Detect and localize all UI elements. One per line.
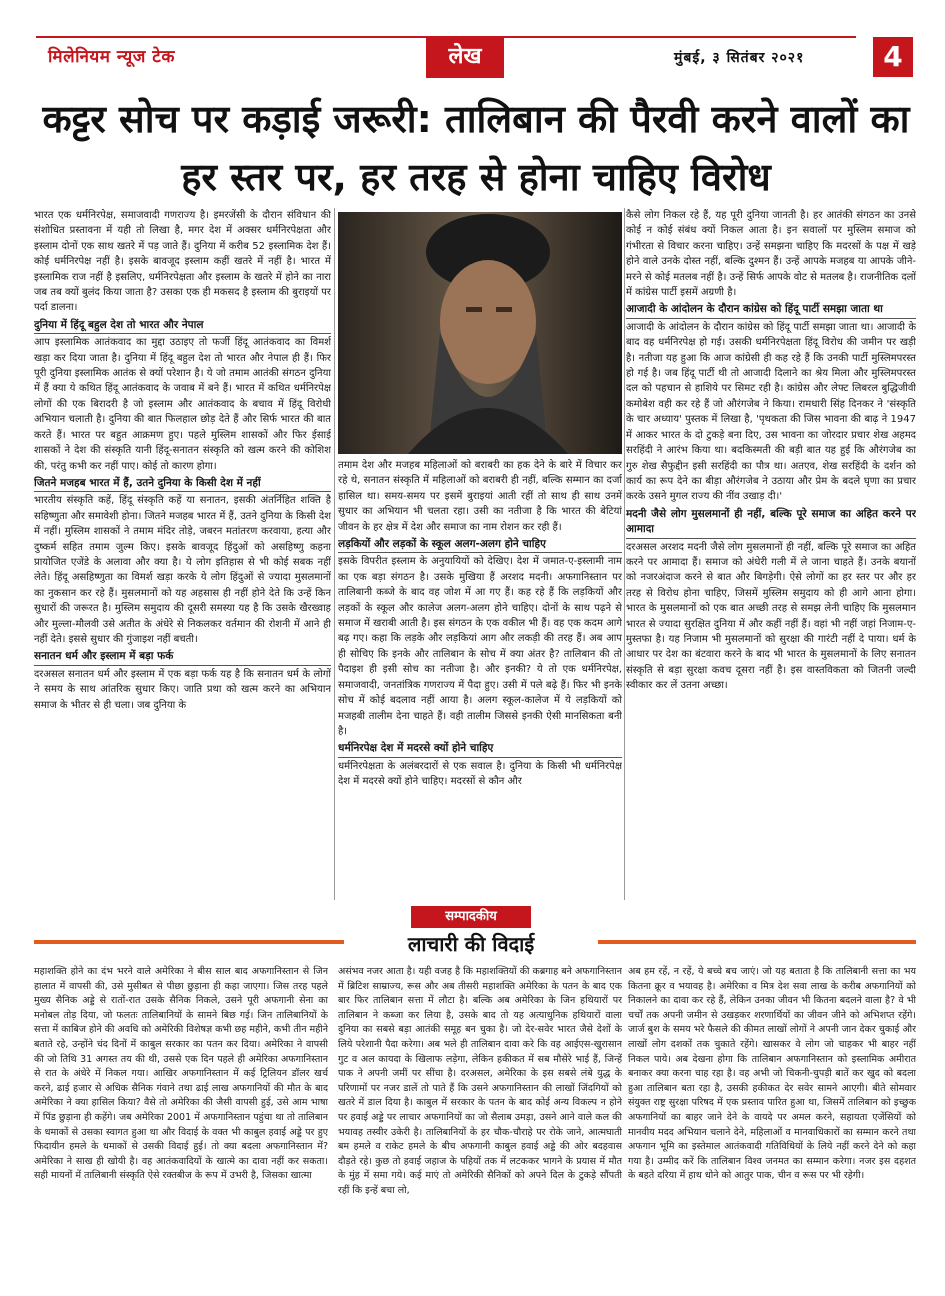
article-column-2 [338, 458, 622, 900]
paragraph: आप इस्लामिक आतंकवाद का मुद्दा उठाइए तो फर्जी हिंदू आतंकवाद का विमर्श खड़ा कर दिया जाता है। दुनिया में हिंदू बहुल देश तो भारत और नेपाल ही हैं। फिर पूरी दुनिया इस्लामिक आतंक से क्यों परेशान है। ये जो तमाम आतंकी संगठन दुनिया में हैं क्या ये कथित हिंदू आतंकवाद के जवाब में बने हैं। भारत में कथित धर्मनिरपेक्ष लोगों की एक बिरादरी है जो इस्लाम और आतंकवाद के बचाव में हिंदू विरोधी अभियान चलाती है। दुनिया की बात फिलहाल छोड़ देते हैं और सिर्फ भारत की बात करते हैं। भारत पर बहुत आक्रमण हुए। पहले मुस्लिम शासकों और फिर ईसाई शासकों ने देश की संस्कृति यानी हिंदू-सनातन संस्कृति को खत्म करने की कोशिश की, परंतु कभी कर नहीं पाए। कोई तो कारण होगा। [34, 337, 331, 472]
subheading: मदनी जैसे लोग मुसलमानों ही नहीं, बल्कि पूरे समाज का अहित करने पर आमादा [626, 507, 916, 539]
subheading: आजादी के आंदोलन के दौरान कांग्रेस को हिंदू पार्टी समझा जाता था [626, 302, 916, 318]
paragraph: दरअसल सनातन धर्म और इस्लाम में एक बड़ा फर्क यह है कि सनातन धर्म के लोगों ने समय के साथ आंतरिक सुधार किए। जाति प्रथा को खत्म करने का अभियान समाज के भीतर से ही चला। जब दुनिया के [34, 668, 331, 711]
page-header [0, 0, 945, 86]
paragraph: कैसे लोग निकल रहे हैं, यह पूरी दुनिया जानती है। हर आतंकी संगठन का उनसे कोई न कोई संबंध क्यों निकल आता है। इन सवालों पर मुस्लिम समाज को गंभीरता से विचार करना चाहिए। उन्हें समझना चाहिए कि मदरसों के पक्ष में खड़े होने वाले उनके दोस्त नहीं, बल्कि दुश्मन हैं। उन्हें आपके मजहब या आपके जीने-मरने से कोई मतलब नहीं है। उन्हें सिर्फ आपके वोट से मतलब है। राजनीतिक दलों में कांग्रेस पार्टी इसमें अग्रणी है। [626, 210, 916, 299]
subheading: सनातन धर्म और इस्लाम में बड़ा फर्क [34, 649, 331, 665]
page-number: 4 [873, 37, 913, 77]
paragraph: इसके विपरीत इस्लाम के अनुयायियों को देखिए। देश में जमात-ए-इस्लामी नाम का एक बड़ा संगठन है। उसके मुखिया हैं अरशद मदनी। अफगानिस्तान पर तालिबानी कब्जे के बाद वह जोश में आ गए हैं। कह रहे हैं कि लड़कियों और लड़कों के स्कूल और कालेज अलग-अलग होने चाहिए। दोनों के साथ पढ़ने से समाज में खराबी आती है। इस संगठन के एक वकील भी हैं। वह एक कदम आगे बढ़ गए। कहा कि लड़के और लड़कियां आग और लकड़ी की तरह हैं। अब आप ही सोचिए कि इनके और तालिबान के सोच में क्या अंतर है? तालिबान की तो पैदाइश ही इसी सोच का नतीजा है। और इनकी? ये तो एक धर्मनिरपेक्ष, समाजवादी, जनतांत्रिक गणराज्य में पैदा हुए। उसी में पले बढ़े हैं। फिर भी इनके सोच में कोई बदलाव नहीं आया है। अलग स्कूल-कालेज में ये लड़कियों को मजहबी तालीम देना चाहते हैं। वही तालीम जिससे इनकी ऐसी मानसिकता बनी है। [338, 556, 622, 737]
paragraph: असंभव नजर आता है। यही वजह है कि महाशक्तियों की कब्रगाह बने अफगानिस्तान में ब्रिटिश साम्राज्य, रूस और अब तीसरी महाशक्ति अमेरिका के पतन के बाद एक बार फिर तालिबान सत्ता में लौटा है। बल्कि अब अमेरिका के जिन हथियारों पर तालिबान ने कब्जा कर लिया है, उसके बाद तो यह अत्याधुनिक हथियारों वाला दुनिया का सबसे बड़ा आतंकी समूह बन चुका है। जो देर-सवेर भारत जैसे देशों के लिये परेशानी पैदा करेगा। अब भले ही तालिबान दावा करे कि वह आईएस-खुरासान गुट व अल कायदा के खिलाफ लड़ेगा, लेकिन हकीकत में सब मौसेरे भाई हैं, जिन्हें पाक ने अपनी जमीं पर सींचा है। दरअसल, अमेरिका के इस सबसे लंबे युद्ध के परिणामों पर नजर डालें तो पाते हैं कि उसने अफगानिस्तान की लाखों जिंदगियों को खतरे में डाल दिया है। काबुल में सरकार के पतन के बाद कोई अन्य विकल्प न होने पर हवाई अड्डे पर लाचार अफगानियों का जो सैलाब उमड़ा, उसने आने वाले कल की भयावह तस्वीर उकेरी है। तालिबानियों के हर चौक-चौराहे पर रोके जाने, आत्मघाती बम हमले व राकेट हमले के बीच अफगानी काबुल हवाई अड्डे की ओर बदहवास दौड़ते रहे। कुछ तो हवाई जहाज के पहियों तक में लटककर भागने के प्रयास में मौत के मुंह में समा गये। कई माएं तो अमेरिकी सैनिकों को अपने दिल के टुकड़े सौंपती रहीं कि इन्हें बचा लो, [338, 966, 622, 1196]
portrait-photo [338, 212, 622, 454]
editorial-column-2 [338, 965, 622, 1265]
article-headline: कट्टर सोच पर कड़ाई जरूरी: तालिबान की पैरवी करने वालों का हर स्तर पर, हर तरह से होना चाहिए विरोध [42, 97, 910, 199]
column-divider [624, 208, 625, 900]
editorial-column-1 [34, 965, 328, 1265]
paragraph: महाशक्ति होने का दंभ भरने वाले अमेरिका ने बीस साल बाद अफगानिस्तान से जिन हालात में वापसी की, उसे मुसीबत से पीछा छुड़ाना ही कहा जाएगा। जिस तरह पहले मुख्य सैनिक अड्डे से रातों-रात उसके सैनिक निकले, उसने पूरी अफगानी सेना का मनोबल तोड़ दिया, जो फलतः तालिबानियों के सामने बिछ गई। जिन तालिबानियों के सत्ता में काबिज होने की अवधि को अमेरिकी विशेषज्ञ कभी छह महीने, कभी तीन महीने बताते रहे, उन्होंने चंद दिनों में काबुल सरकार का पतन कर दिया। अमेरिका ने वापसी की जो तिथि 31 अगस्त तय की थी, उससे एक दिन पहले ही अमेरिका अफगानिस्तान से रात के अंधेरे में निकल गया। आखिर अफगानिस्तान में कई ट्रिलियन डॉलर खर्च करने, ढाई हजार से अधिक सैनिक गंवाने तथा ढाई लाख अफगानियों की मौत के बाद अमेरिका ने क्या हासिल किया? वैसे तो अमेरिका की जैसी वापसी हुई, उसे आम भाषा में पिंड छुड़ाना ही कहेंगे। जब अमेरिका 2001 में अफगानिस्तान पहुंचा था तो तालिबान के धमाकों से उसका स्वागत हुआ था और विदाई के वक्त भी काबुल हवाई अड्डे पर हुए फिदायीन हमले के धमाकों से उसकी विदाई हुई। तो क्या बदला अफगानिस्तान में? अमेरिका ने साख ही खोयी है। वह आतंकवादियों के खात्मे का दावा नहीं कर सकता। सही मायनों में तालिबानी संस्कृति ऐसे रक्तबीज के रूप में उभरी है, जिसका खात्मा [34, 966, 328, 1182]
paragraph: भारत एक धर्मनिरपेक्ष, समाजवादी गणराज्य है। इमरजेंसी के दौरान संविधान की संशोधित प्रस्तावना में यही तो लिखा है, मगर देश में अक्सर धर्मनिरपेक्षता और इस्लाम दोनों एक साथ खतरे में पड़ जाते हैं। दुनिया में करीब 52 इस्लामिक देश हैं। कोई धर्मनिरपेक्ष नहीं है। इसके बावजूद इस्लाम कहीं खतरे में नहीं है। भारत में इस्लामिक राज नहीं है इसलिए, धर्मनिरपेक्षता और इस्लाम के खतरे में होने का नारा जब तब क्यों बुलंद किया जाता है? उसका एक ही मकसद है इस्लाम की बुराइयों पर पर्दा डालना। [34, 210, 331, 314]
paragraph: तमाम देश और मजहब महिलाओं को बराबरी का हक देने के बारे में विचार कर रहे थे, सनातन संस्कृति में महिलाओं को बराबरी ही नहीं, बल्कि सम्मान का दर्जा हासिल था। समय-समय पर इसमें बुराइयां आती रहीं तो साथ ही साथ उनमें सुधार का अभियान भी चलता रहा। उसी का नतीजा है कि भारत की बेटियां जीवन के हर क्षेत्र में देश और समाज का नाम रोशन कर रही हैं। [338, 460, 622, 533]
issue-date: मुंबई, ३ सितंबर २०२१ [674, 50, 805, 66]
subheading: धर्मनिरपेक्ष देश में मदरसे क्यों होने चाहिए [338, 741, 622, 757]
editorial-title: लाचारी की विदाई [407, 932, 535, 956]
subheading: दुनिया में हिंदू बहुल देश तो भारत और नेपाल [34, 318, 331, 334]
section-label: लेख [426, 36, 504, 78]
editorial-column-3 [628, 965, 916, 1265]
paragraph: भारतीय संस्कृति कहें, हिंदू संस्कृति कहें या सनातन, इसकी अंतर्निहित शक्ति है सहिष्णुता और समावेशी होना। जितने मजहब भारत में हैं, उतने दुनिया के किसी देश में नहीं। मुस्लिम शासकों ने तमाम मंदिर तोड़े, जबरन मतांतरण करवाया, हत्या और दुष्कर्म सहित तमाम जुल्म किए। इसके बावजूद हिंदुओं को असहिष्णु कहना प्रायोजित एजेंडे के अलावा और क्या है। ये लोग इतिहास से भी कोई सबक नहीं लेते। हिंदू असहिष्णुता का विमर्श खड़ा करके ये लोग हिंदुओं से ज्यादा मुसलमानों का नुकसान कर रहे हैं। मुसलमानों को यह अहसास ही नहीं होने देते कि उन्हें किन सुधारों की जरूरत है। मुस्लिम समुदाय की दूसरी समस्या यह है कि उसके खैरख्वाह और मुल्ला-मौलवी उसे अतीत के अंधेरे से निकलकर वर्तमान की रोशनी में आने ही नहीं देते। इससे सुधार की गुंजाइश नहीं बचती। [34, 495, 331, 645]
column-divider [334, 208, 335, 900]
editorial-label: सम्पादकीय [411, 906, 531, 928]
paragraph: आजादी के आंदोलन के दौरान कांग्रेस को हिंदू पार्टी समझा जाता था। आजादी के बाद वह धर्मनिरपेक्ष हो गई। उसकी धर्मनिरपेक्षता हिंदू विरोध की जमीन पर खड़ी है। नतीजा यह हुआ कि आज कांग्रेसी ही कह रहे हैं कि उनकी पार्टी मुस्लिमपरस्त हो गई है। जब हिंदू पार्टी थी तो आजादी दिलाने का श्रेय मिला और मुस्लिमपरस्त दल को पहचान से हाशिये पर सिमट रही है। कांग्रेस और लेफ्ट लिबरल बुद्धिजीवी कमोबेश वही कर रहे हैं जो औरंगजेब ने किया। रामधारी सिंह दिनकर ने 'संस्कृति के चार अध्याय' पुस्तक में लिखा है, 'पृथकता की जिस भावना की बाढ़ ने 1947 में आकर भारत के दो टुकड़े बना दिए, उस भावना का जोरदार प्रचार शेख अहमद सरहिंदी ने आरंभ किया था। बदकिस्मती की बड़ी बात यह हुई कि औरंगजेब का गुरु शेख सैफुद्दीन इसी सरहिंदी का पौत्र था। अतएव, शेख सरहिंदी के दर्शन को कार्य का रूप देने का बीड़ा औरंगजेब ने उठाया और प्रेम के बदले घृणा का प्रचार करके उसने मुगल राज्य की नींव उखाड़ दी।' [626, 321, 916, 503]
paragraph: धर्मनिरपेक्षता के अलंबरदारों से एक सवाल है। दुनिया के किसी भी धर्मनिरपेक्ष देश में मदरसे क्यों होने चाहिए। मदरसों से कौन और [338, 760, 622, 788]
newspaper-brand: मिलेनियम न्यूज टेक [48, 47, 175, 67]
article-column-3 [626, 208, 916, 900]
subheading: जितने मजहब भारत में हैं, उतने दुनिया के किसी देश में नहीं [34, 476, 331, 492]
paragraph: अब हम रहें, न रहें, ये बच्चे बच जाएं। जो यह बताता है कि तालिबानी सत्ता का भय कितना क्रूर व भयावह है। अमेरिका व मित्र देश सवा लाख के करीब अफगानियों को निकालने का दावा कर रहे हैं, लेकिन उनका जीवन भी कितना बदलने वाला है? वे भी चर्चों तक अपनी जमीन से उखड़कर शरणार्थियों का जीवन जीने को अभिशप्त रहेंगे। जार्ज बुश के समय भरे फैसले की कीमत लाखों लोगों ने अपनी जान देकर चुकाई और लाखों लोग दशकों तक चुकाते रहेंगे। खासकर वे लोग जो चाहकर भी बाहर नहीं निकल पाये। अब देखना होगा कि तालिबान अफगानिस्तान को इस्लामिक अमीरात बनाकर क्या करना चाह रहा है। वह अभी जो चिकनी-चुपड़ी बातें कर खुद को बदला हुआ तालिबान बता रहा है, उसकी हकीकत देर सवेर सामने आएगी। बीते सोमवार संयुक्त राष्ट्र सुरक्षा परिषद में एक प्रस्ताव पारित हुआ था, जिसमें तालिबान को इच्छुक अफगानियों का बाहर जाने देने के वायदे पर अमल करने, सहायता एजेंसियों को मानवीय मदद अभियान चलाने देने, महिलाओं व मानवाधिकारों का सम्मान करने तथा अफगान भूमि का इस्तेमाल आतंकवादी गतिविधियों के लिये नहीं करने देने को कहा गया है। उम्मीद करें कि तालिबान विश्व जनमत का सम्मान करेगा। नजर इस दहशत के बहते दरिया में हाथ धोने को आतुर पाक, चीन व रूस पर भी रहेगी। [628, 966, 916, 1182]
editorial-rule-left [34, 940, 344, 944]
subheading: लड़कियों और लड़कों के स्कूल अलग-अलग होने चाहिए [338, 537, 622, 553]
paragraph: दरअसल अरशद मदनी जैसे लोग मुसलमानों ही नहीं, बल्कि पूरे समाज का अहित करने पर आमादा हैं। समाज को अंधेरी गली में ले जाना चाहते हैं। उनके बयानों को नजरअंदाज करने से बात और बिगड़ेगी। ऐसे लोगों का हर स्तर पर और हर तरह से विरोध होना चाहिए, जिसमें मुस्लिम समुदाय को ही आगे आना होगा। भारत के मुसलमानों को एक बात अच्छी तरह से समझ लेनी चाहिए कि मुसलमान भारत से ज्यादा सुरक्षित दुनिया में और कहीं नहीं हैं। वहां भी नहीं जहां निजाम-ए-मुस्तफा है। यह निजाम भी मुसलमानों को सुरक्षा की गारंटी नहीं दे पाया। धर्म के आधार पर देश का बंटवारा करने के बाद भी भारत के मुसलमानों के लिए सनातन संस्कृति से बड़ा सुरक्षा कवच दूसरा नहीं है। इस वास्तविकता को जितनी जल्दी स्वीकार कर लें उतना अच्छा। [626, 541, 916, 692]
article-column-1 [34, 208, 331, 900]
editorial-rule-right [598, 940, 916, 944]
